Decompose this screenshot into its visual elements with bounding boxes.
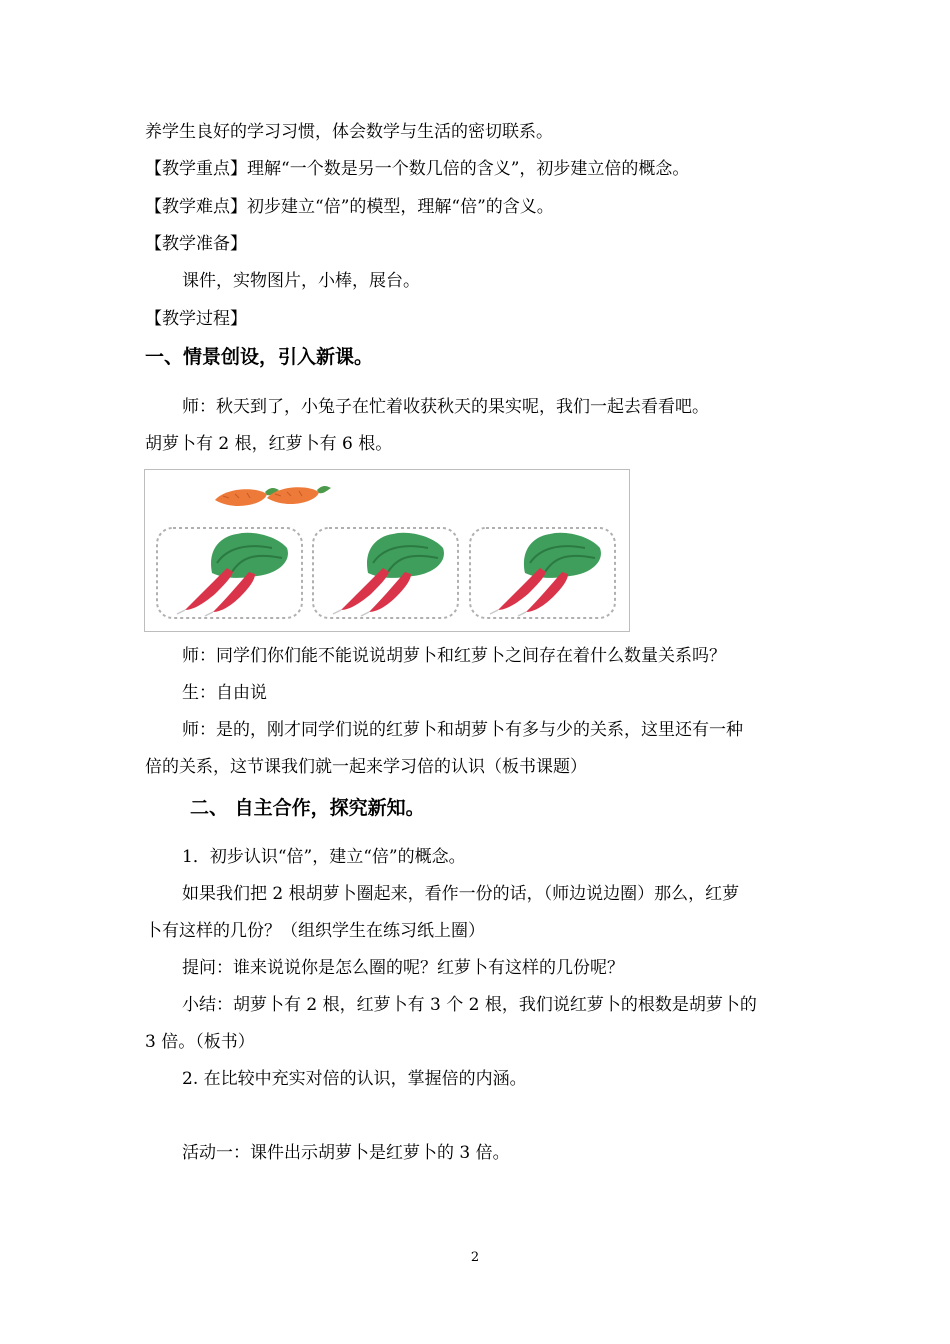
section-heading-1: 一、情景创设，引入新课。 (145, 346, 374, 368)
paragraph-line: 3 倍。（板书） (145, 1032, 255, 1052)
paragraph-line: 2. 在比较中充实对倍的认识，掌握倍的内涵。 (182, 1069, 527, 1089)
radish-group-3 (470, 528, 615, 618)
radish-group-1 (157, 528, 302, 618)
difficulties-line: 【教学难点】初步建立“倍”的模型，理解“倍”的含义。 (145, 197, 554, 217)
carrot-icon (267, 486, 331, 504)
paragraph-line: 养学生良好的学习习惯，体会数学与生活的密切联系。 (145, 122, 553, 142)
paragraph-line: 1．初步认识“倍”，建立“倍”的概念。 (182, 847, 466, 867)
page-number: 2 (470, 1250, 480, 1265)
process-heading: 【教学过程】 (145, 309, 247, 329)
paragraph-line: 师：同学们你们能不能说说胡萝卜和红萝卜之间存在着什么数量关系吗？ (182, 646, 726, 666)
section-heading-2: 二、 自主合作，探究新知。 (190, 797, 425, 819)
paragraph-line: 卜有这样的几份？（组织学生在练习纸上圈） (145, 921, 485, 941)
paragraph-line: 师：秋天到了，小兔子在忙着收获秋天的果实呢，我们一起去看看吧。 (182, 397, 709, 417)
carrot-radish-figure (144, 469, 630, 632)
key-points-line: 【教学重点】理解“一个数是另一个数几倍的含义”，初步建立倍的概念。 (145, 159, 690, 179)
paragraph-line: 如果我们把 2 根胡萝卜圈起来，看作一份的话，（师边说边圈）那么，红萝 (182, 884, 740, 904)
figure-illustration (145, 470, 631, 633)
paragraph-line: 倍的关系，这节课我们就一起来学习倍的认识（板书课题） (145, 757, 587, 777)
preparation-line: 课件，实物图片，小棒，展台。 (182, 271, 420, 291)
paragraph-line: 师：是的，刚才同学们说的红萝卜和胡萝卜有多与少的关系，这里还有一种 (182, 720, 743, 740)
paragraph-line: 生：自由说 (182, 683, 267, 703)
paragraph-line: 胡萝卜有 2 根，红萝卜有 6 根。 (145, 434, 393, 454)
radish-group-2 (313, 528, 458, 618)
preparation-heading: 【教学准备】 (145, 234, 247, 254)
paragraph-line: 小结：胡萝卜有 2 根，红萝卜有 3 个 2 根，我们说红萝卜的根数是胡萝卜的 (182, 995, 757, 1015)
paragraph-line: 活动一：课件出示胡萝卜是红萝卜的 3 倍。 (182, 1143, 510, 1163)
paragraph-line: 提问：谁来说说你是怎么圈的呢？红萝卜有这样的几份呢？ (182, 958, 624, 978)
